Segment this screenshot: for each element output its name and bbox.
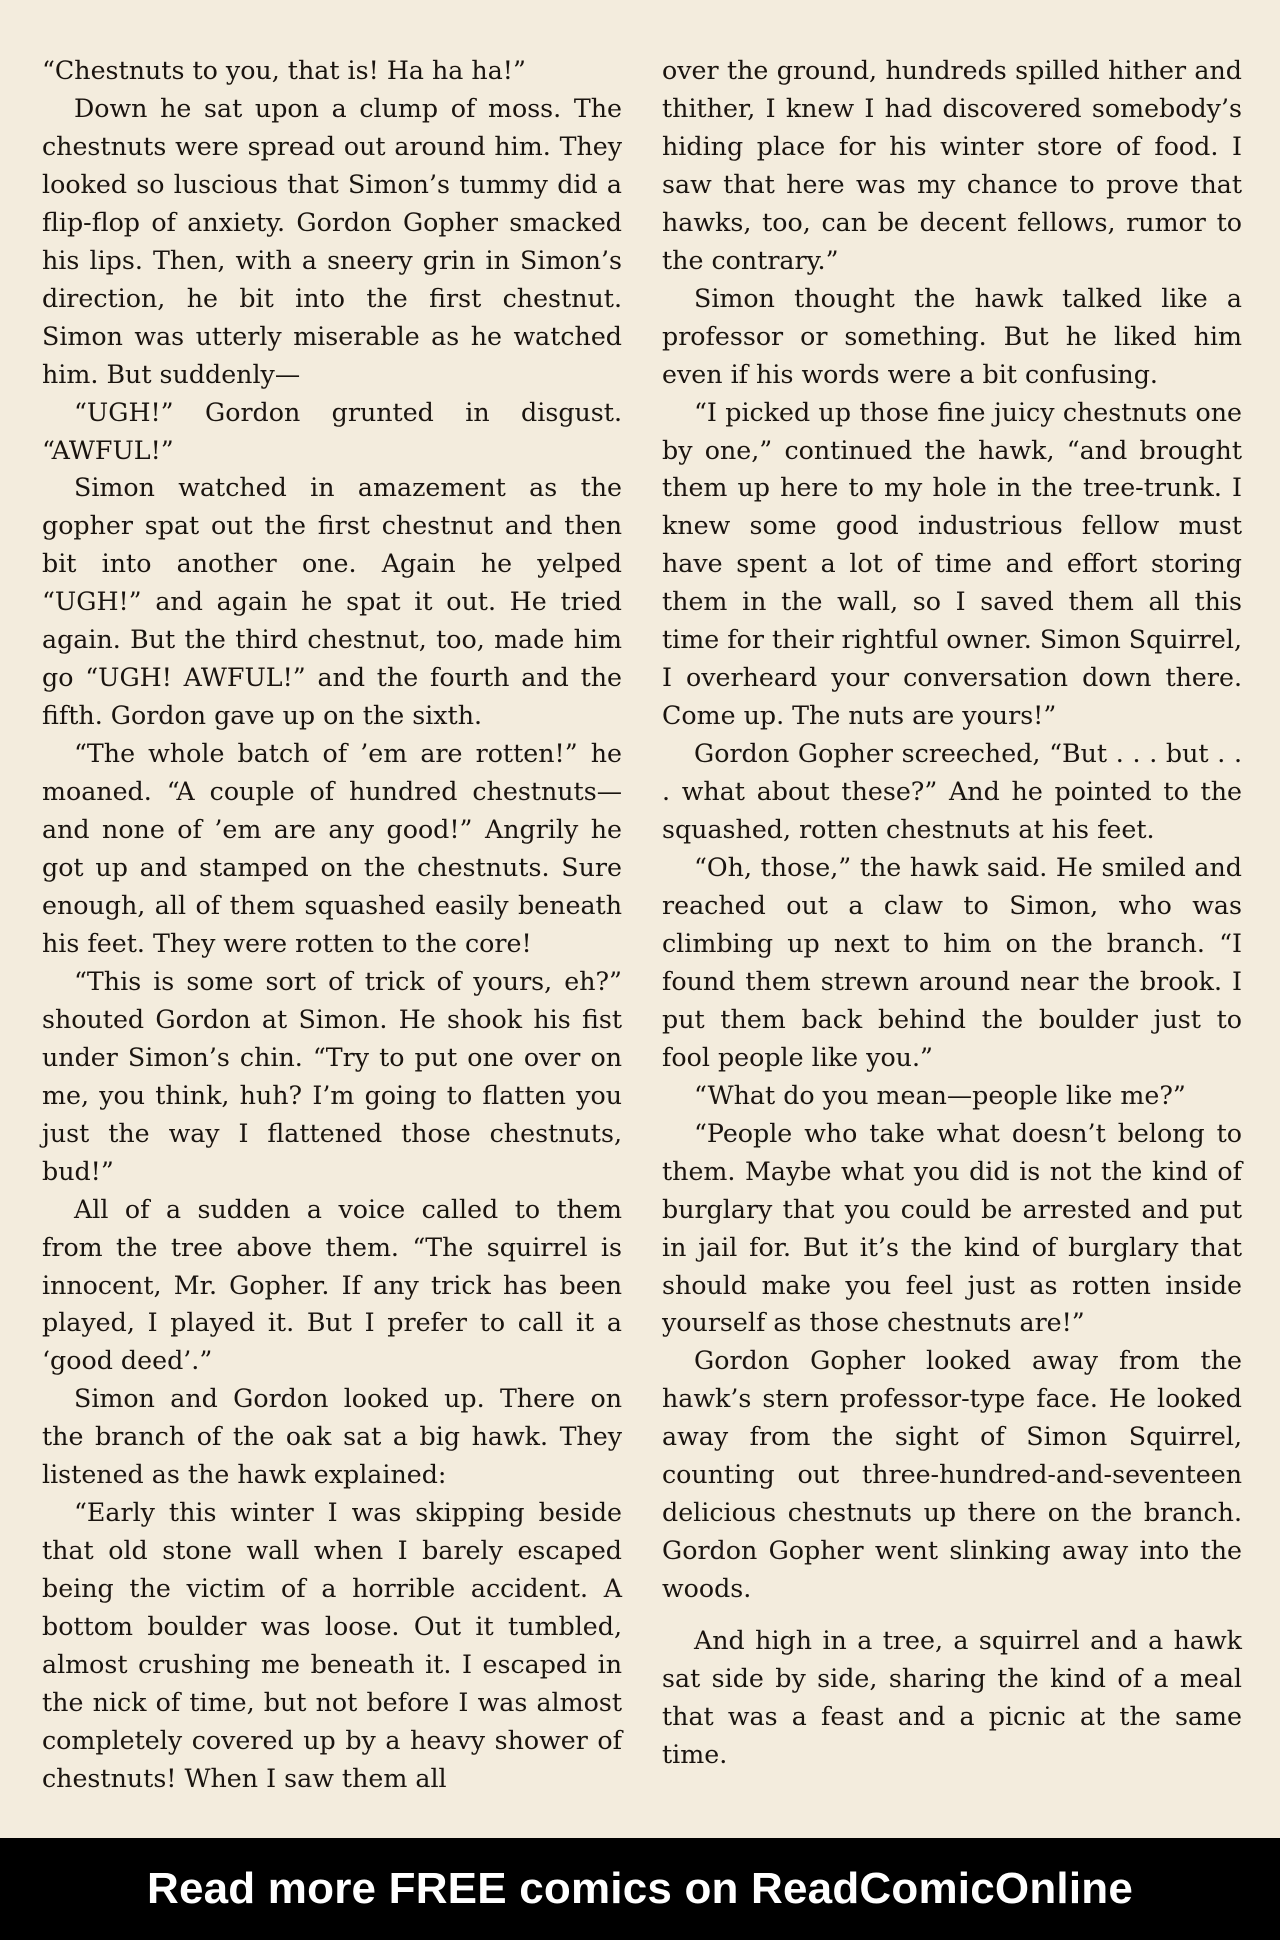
promo-banner[interactable]: Read more FREE comics on ReadComicOnline [0, 1838, 1280, 1940]
paragraph: “This is some sort of trick of yours, eh?” shouted Gordon at Simon. He shook his fist under Simon’s chin. “Try to put one over on me, you think, huh? I’m going to flatten you just the way I flattened those chestnuts, bud!” [42, 966, 622, 1186]
paragraph: Gordon Gopher screeched, “But . . . but . . . what about these?” And he pointed to the squashed, rotten chestnuts at his feet. [662, 739, 1242, 845]
paragraph: Down he sat upon a clump of moss. The chestnuts were spread out around him. They looked so luscious that Simon’s tummy did a flip-flop of anxiety. Gordon Gopher smacked his lips. Then, with a sneery grin in Simon’s direction, he bit into the first chestnut. Simon was utterly miserable as he watched him. But suddenly— [42, 93, 622, 389]
left-text-column [42, 52, 622, 1798]
paragraph: “People who take what doesn’t belong to them. Maybe what you did is not the kind of burglary that you could be arrested and put in jail for. But it’s the kind of burglary that should make you feel just as rotten inside yourself as those chestnuts are!” [662, 1118, 1242, 1338]
paragraph: All of a sudden a voice called to them from the tree above them. “The squirrel is innocent, Mr. Gopher. If any trick has been played, I played it. But I prefer to call it a ‘good deed’.” [42, 1194, 622, 1376]
paragraph: Simon thought the hawk talked like a professor or something. But he liked him even if his words were a bit confusing. [662, 283, 1242, 389]
paragraph: “I picked up those fine juicy chestnuts one by one,” continued the hawk, “and brought them up here to my hole in the tree-trunk. I knew some good industrious fellow must have spent a lot of time and effort storing them in the wall, so I saved them all this time for their rightful owner. Simon Squirrel, I overheard your conversation down there. Come up. The nuts are yours!” [662, 397, 1242, 731]
paragraph: “Chestnuts to you, that is! Ha ha ha!” [42, 56, 526, 85]
paragraph: “Early this winter I was skipping beside that old stone wall when I barely escaped being the victim of a horrible accident. A bottom boulder was loose. Out it tumbled, almost crushing me beneath it. I escaped in the nick of time, but not before I was almost completely covered up by a heavy shower of chestnuts! When I saw them all [42, 1498, 622, 1793]
paragraph: “The whole batch of ’em are rotten!” he moaned. “A couple of hundred chestnuts— and none of ’em are any good!” Angrily he got up and stamped on the chestnuts. Sure enough, all of them squashed easily beneath his feet. They were rotten to the core! [42, 739, 622, 958]
paragraph: Simon watched in amazement as the gopher spat out the first chestnut and then bit into another one. Again he yelped “UGH!” and again he spat it out. He tried again. But the third chestnut, too, made him go “UGH! AWFUL!” and the fourth and the fifth. Gordon gave up on the sixth. [42, 473, 622, 731]
paragraph: And high in a tree, a squirrel and a hawk sat side by side, sharing the kind of a meal that was a feast and a picnic at the same time. [662, 1626, 1242, 1769]
right-text-column [662, 52, 1242, 1774]
paragraph: “Oh, those,” the hawk said. He smiled and reached out a claw to Simon, who was climbing up next to him on the branch. “I found them strewn around near the brook. I put them back behind the boulder just to fool people like you.” [662, 853, 1242, 1072]
paragraph: Gordon Gopher looked away from the hawk’s stern professor-type face. He looked away from the sight of Simon Squirrel, counting out three-hundred-and-seventeen delicious chestnuts up there on the branch. Gordon Gopher went slinking away into the woods. [662, 1346, 1242, 1604]
paragraph: over the ground, hundreds spilled hither and thither, I knew I had discovered somebody’s hiding place for his winter store of food. I saw that here was my chance to prove that hawks, too, can be decent fellows, rumor to the contrary.” [662, 56, 1242, 275]
paragraph: “UGH!” Gordon grunted in disgust. “AWFUL!” [42, 397, 622, 465]
paragraph: “What do you mean—people like me?” [694, 1080, 1186, 1110]
paragraph: Simon and Gordon looked up. There on the branch of the oak sat a big hawk. They listened as the hawk explained: [42, 1384, 622, 1490]
